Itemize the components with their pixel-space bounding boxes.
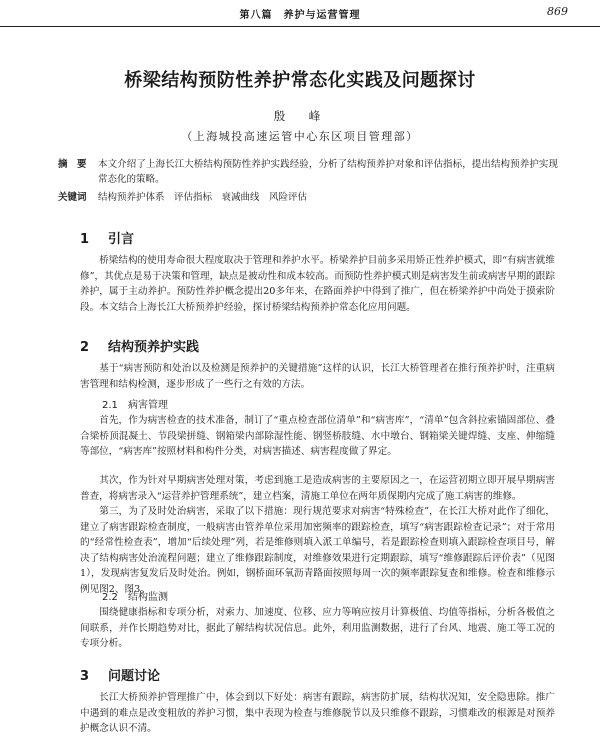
subsection-number: 2.2 (102, 592, 118, 603)
page-number: 869 (547, 5, 568, 18)
subsection-heading (102, 588, 168, 603)
author-affiliation: （上海城投高速运管中心东区项目管理部） (181, 130, 419, 143)
running-head: 第八篇 养护与运营管理 (239, 10, 361, 21)
subsection-heading (102, 396, 168, 411)
keywords-label: 关键词 (58, 192, 87, 203)
subsection-title: 结构监测 (128, 592, 168, 603)
keywords-text: 结构预养护体系 评估指标 衰减曲线 风险评估 (98, 192, 308, 203)
paper-title: 桥梁结构预防性养护常态化实践及问题探讨 (124, 70, 476, 91)
section-title: 引言 (108, 232, 135, 247)
section-heading (80, 336, 199, 355)
abstract-block (58, 157, 558, 187)
abstract-text: 本文介绍了上海长江大桥结构预防性养护实践经验，分析了结构预养护对象和评估指标，提出结构预养护实现常态化的策略。 (98, 159, 558, 185)
section-title: 问题讨论 (108, 669, 161, 684)
author-name: 殷 峰 (273, 109, 327, 123)
subsection-title: 病害管理 (128, 400, 168, 411)
section-number: 1 (80, 232, 90, 247)
section-heading (80, 665, 160, 684)
paragraph: 围绕健康指标和专项分析，对索力、加速度、位移、应力等响应按月计算极值、均值等指标，分析各极值之间联系，并作长期趋势对比，据此了解结构状况信息。此外，利用监测数据，进行了台风、地震、施工等工况的专项分析。 (80, 607, 555, 650)
section-heading (80, 228, 134, 247)
paragraph: 第三，为了及时处治病害，采取了以下措施：现行规范要求对病害“特殊检查”，在长江大桥对此作了细化，建立了病害跟踪检查制度，一般病害由管养单位采用加密频率的跟踪检查，填写“病害跟踪检查记录”；对于常用的“经常性检查表”，增加“后续处理”列，若是维修则填入派工单编号，若是跟踪检查则填入跟踪检查项目号，解决了结构病害处治流程问题；建立了维修跟踪制度，对维修效果进行定期跟踪，填写“维修跟踪后评价表”（见图1），发现病害复发后及时处治。例如，钢桥面环氧沥青路面按照每周一次的频率跟踪复查和维修。检查和维修示例见图2、图3。 (80, 506, 555, 595)
keywords-block (58, 190, 558, 205)
paragraph: 首先，作为病害检查的技术准备，制订了“重点检查部位清单”和“病害库”，“清单”包含斜拉索锚固部位、叠合梁桥顶混凝土、节段梁拼缝、钢箱梁内部除湿性能、钢竖桥肢缝、水中墩台、钢箱梁关键焊缝、支座、伸缩缝等部位，“病害库”按照材料和构件分类，对病害描述、病害程度做了界定。 (80, 415, 555, 458)
paragraph: 长江大桥预养护管理推广中，体会到以下好处：病害有跟踪，病害防扩展，结构状况知，安全隐患除。推广中遇到的难点是改变粗放的养护习惯，集中表现为检查与维修脱节以及只维修不跟踪，习惯难改的根源是对预养护概念认识不清。 (80, 692, 555, 735)
paragraph: 其次，作为针对早期病害处理对策，考虑到施工是造成病害的主要原因之一，在运营初期立即开展早期病害普查，将病害录入“运营养护管理系统”，建立档案，清施工单位在两年质保期内完成了施工病害的维修。 (80, 475, 555, 502)
section-number: 3 (80, 669, 90, 684)
paragraph: 基于“病害预防和处治以及检测是预养护的关键措施”这样的认识，长江大桥管理者在推行预养护时，注重病害管理和结构检测，逐步形成了一些行之有效的方法。 (80, 363, 555, 390)
section-title: 结构预养护实践 (108, 340, 200, 355)
section-number: 2 (80, 340, 90, 355)
abstract-label: 摘 要 (58, 159, 87, 170)
subsection-number: 2.1 (102, 400, 118, 411)
paragraph: 桥梁结构的使用寿命很大程度取决于管理和养护水平。桥梁养护目前多采用矫正性养护模式，即“有病害就维修”，其优点是易于决策和管理，缺点是被动性和成本较高。而预防性养护模式则是病害发生前或病害早期的跟踪养护，属于主动养护。预防性养护概念提出20多年来，在路面养护中得到了推广，但在桥梁养护中尚处于摸索阶段。本文结合上海长江大桥预养护经验，探讨桥梁结构预养护常态化应用问题。 (80, 255, 555, 313)
page-header (0, 0, 600, 27)
